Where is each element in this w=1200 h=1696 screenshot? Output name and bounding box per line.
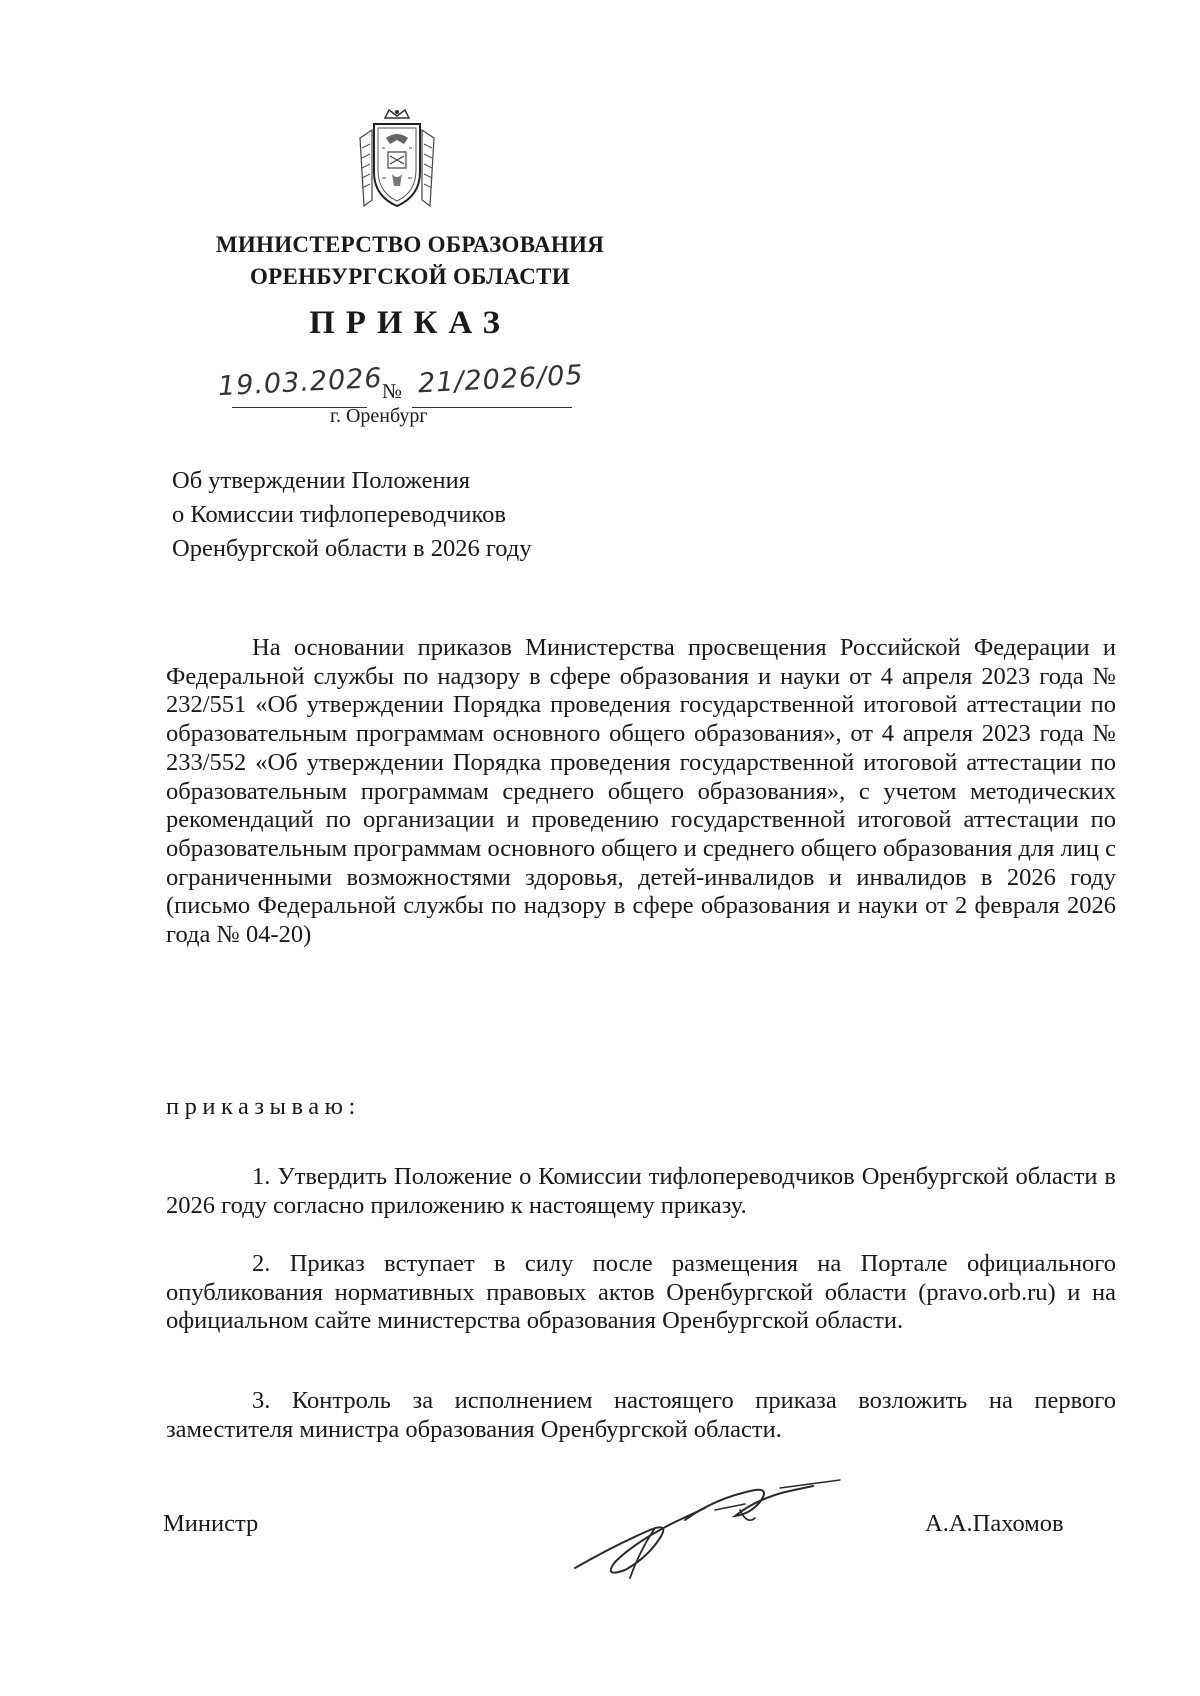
- signer-name: А.А.Пахомов: [925, 1510, 1064, 1537]
- coat-of-arms-icon: [352, 108, 442, 212]
- city: г. Оренбург: [330, 405, 428, 427]
- basis-paragraph: На основании приказов Министерства просвещения Российской Федерации и Федеральной службы по надзору в сфере образования и науки от 4 апреля 2023 года № 232/551 «Об утверждении Порядка проведения государственной итоговой аттестации по образовательным программам основного общего образования», от 4 апреля 2023 года № 233/552 «Об утверждении Порядка проведения государственной итоговой аттестации по образовательным программам среднего общего образования», с учетом методических рекомендаций по организации и проведению государственной итоговой аттестации по образовательным программам основного общего и среднего общего образования для лиц с ограниченными возможностями здоровья, детей-инвалидов и инвалидов в 2026 году (письмо Федеральной службы по надзору в сфере образования и науки от 2 февраля 2026 года № 04-20): [166, 634, 1116, 949]
- document-type-title: ПРИКАЗ: [309, 305, 511, 341]
- ministry-name-line2: ОРЕНБУРГСКОЙ ОБЛАСТИ: [249, 264, 571, 289]
- order-word: приказываю:: [166, 1093, 361, 1120]
- order-item-2: 2. Приказ вступает в силу после размещения на Портале официального опубликования нормативных правовых актов Оренбургской области (pravo.orb.ru) и на официальном сайте министерства образования Оренбургской области.: [166, 1250, 1116, 1335]
- ministry-name-line1: МИНИСТЕРСТВО ОБРАЗОВАНИЯ: [215, 232, 605, 257]
- subject-line: о Комиссии тифлопереводчиков: [172, 501, 506, 528]
- number-underline: [412, 407, 572, 408]
- order-date: 19.03.2026: [217, 362, 384, 403]
- subject-line: Оренбургской области в 2026 году: [172, 535, 532, 562]
- signer-role: Министр: [163, 1510, 259, 1537]
- subject-line: Об утверждении Положения: [172, 467, 470, 494]
- order-item-1: 1. Утвердить Положение о Комиссии тифлопереводчиков Оренбургской области в 2026 году согласно приложению к настоящему приказу.: [166, 1163, 1116, 1219]
- handwritten-signature-icon: [555, 1450, 855, 1590]
- order-item-3: 3. Контроль за исполнением настоящего приказа возложить на первого заместителя министра образования Оренбургской области.: [166, 1387, 1116, 1443]
- number-sign: №: [382, 379, 403, 403]
- order-number: 21/2026/05: [417, 359, 585, 400]
- order-subject: [172, 464, 532, 566]
